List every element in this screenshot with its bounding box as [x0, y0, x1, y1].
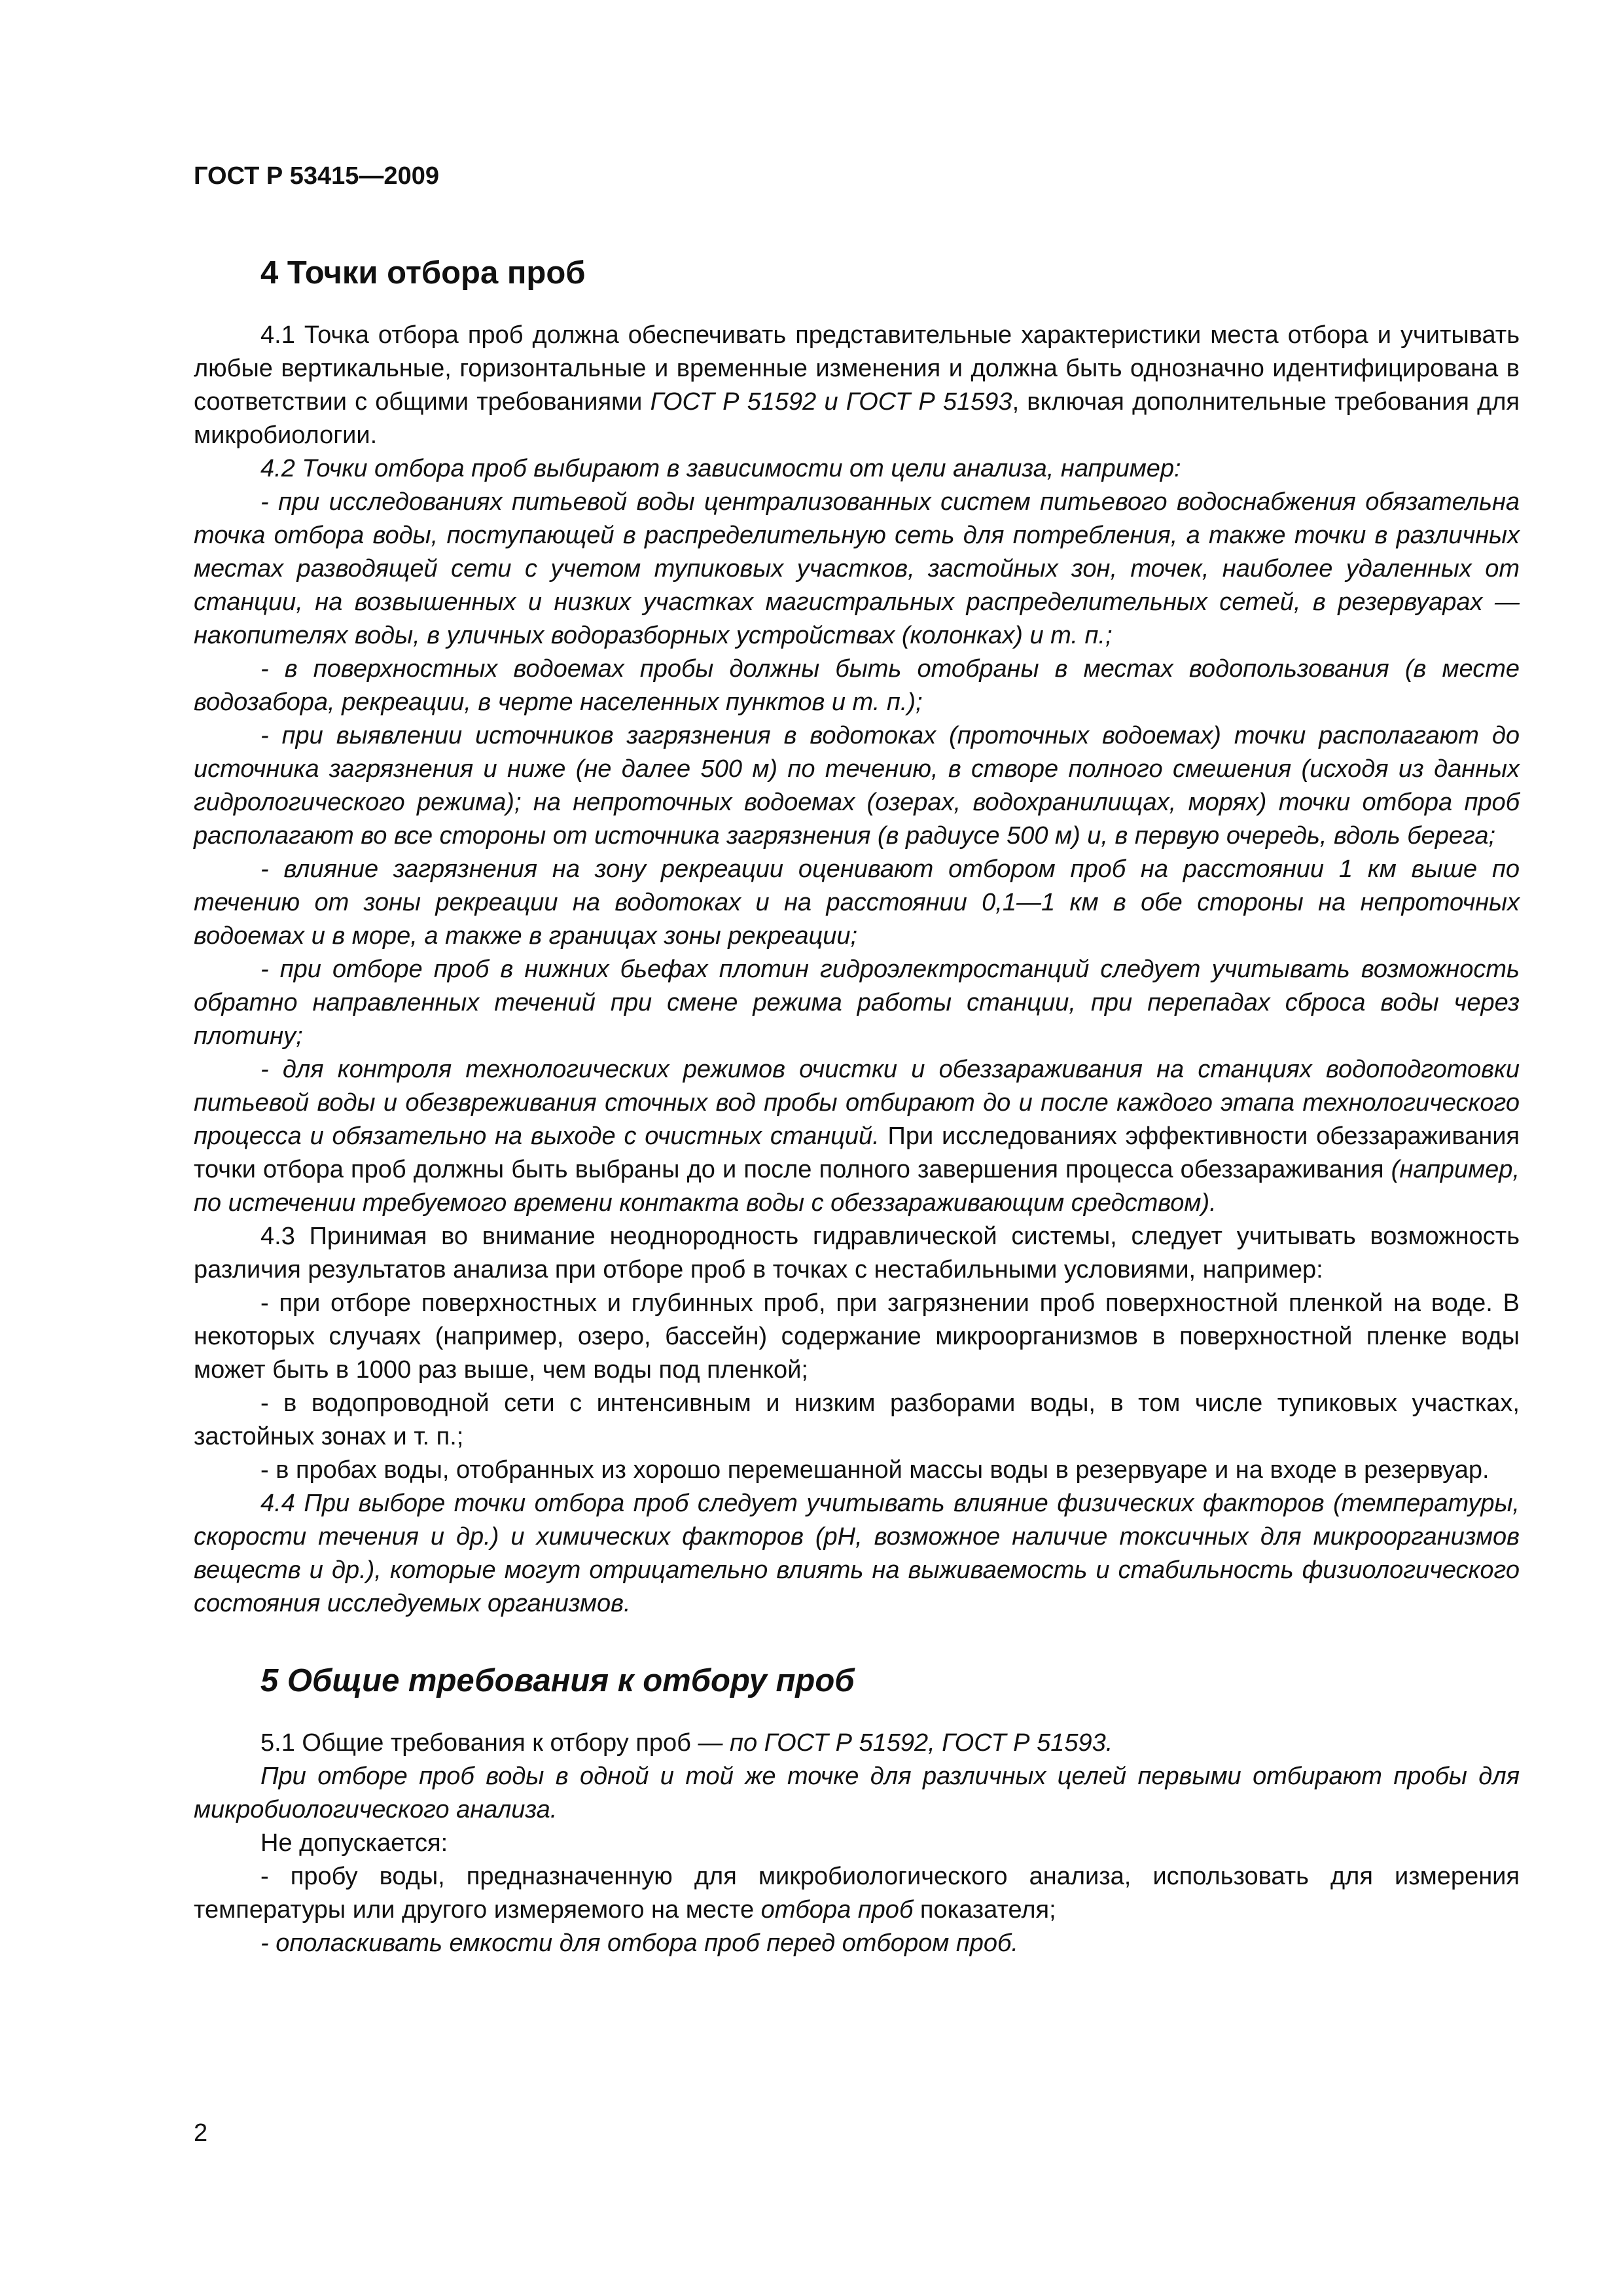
list-item: - при отборе проб в нижних бьефах плотин гидроэлектростанций следует учитывать возможность обратно направленных течений при смене режима работы станции, при перепадах сброса воды через плотину;	[194, 956, 1520, 1050]
paragraph-4-1: 4.1 Точка отбора проб должна обеспечивать представительные характеристики места отбора и учитывать любые вертикальные, горизонтальные и временные изменения и должна быть однозначно идентифицирована в соответствии с общими требованиями ГОСТ Р 51592 и ГОСТ Р 51593, включая дополнительные требования для микробиологии.	[194, 321, 1520, 449]
list-item: - влияние загрязнения на зону рекреации оценивают отбором проб на расстоянии 1 км выше по течению от зоны рекреации на водотоках и на расстоянии 0,1—1 км в обе стороны на непроточных водоемах и в море, а также в границах зоны рекреации;	[194, 855, 1520, 950]
list-item: - в поверхностных водоемах пробы должны быть отобраны в местах водопользования (в месте водозабора, рекреации, в черте населенных пунктов и т. п.);	[194, 655, 1520, 716]
paragraph-4-3: 4.3 Принимая во внимание неоднородность гидравлической системы, следует учитывать возможность различия результатов анализа при отборе проб в точках с нестабильными условиями, например:	[194, 1223, 1520, 1283]
standard-reference: ГОСТ Р 51592 и ГОСТ Р 51593	[650, 388, 1012, 416]
paragraph-5-1: 5.1 Общие требования к отбору проб — по ГОСТ Р 51592, ГОСТ Р 51593.	[260, 1729, 1113, 1757]
section-4-body	[194, 319, 1520, 1621]
list-item: - ополаскивать емкости для отбора проб перед отбором проб.	[260, 1929, 1018, 1957]
standard-designation: ГОСТ Р 53415—2009	[194, 162, 439, 190]
section-5-body	[194, 1727, 1520, 1960]
list-item: - для контроля технологических режимов очистки и обеззараживания на станциях водоподготовки питьевой воды и обезвреживания сточных вод пробы отбирают до и после каждого этапа технологического процесса и обязательно на выходе с очистных станций. При исследованиях эффективности обеззараживания точки отбора проб должны быть выбраны до и после полного завершения процесса обеззараживания (например, по истечении требуемого времени контакта воды с обеззараживающим средством).	[194, 1056, 1520, 1217]
page-number: 2	[194, 2119, 208, 2147]
section-5-heading: 5 Общие требования к отбору проб	[260, 1663, 855, 1698]
paragraph: При отборе проб воды в одной и той же точке для различных целей первыми отбирают пробы для микробиологического анализа.	[194, 1763, 1520, 1823]
paragraph-4-4: 4.4 При выборе точки отбора проб следует учитывать влияние физических факторов (температуры, скорости течения и др.) и химических факторов (pH, возможное наличие токсичных для микроорганизмов веществ и др.), которые могут отрицательно влиять на выживаемость и стабильность физиологического состояния исследуемых организмов.	[194, 1490, 1520, 1617]
list-item: - в водопроводной сети с интенсивным и низким разборами воды, в том числе тупиковых участках, застойных зонах и т. п.;	[194, 1390, 1520, 1450]
list-item: - при выявлении источников загрязнения в водотоках (проточных водоемах) точки располагают до источника загрязнения и ниже (не далее 500 м) по течению, в створе полного смешения (исходя из данных гидрологического режима); на непроточных водоемах (озерах, водохранилищах, морях) точки отбора проб располагают во все стороны от источника загрязнения (в радиусе 500 м) и, в первую очередь, вдоль берега;	[194, 722, 1520, 850]
list-item: - при отборе поверхностных и глубинных проб, при загрязнении проб поверхностной пленкой на воде. В некоторых случаях (например, озеро, бассейн) содержание микроорганизмов в поверхностной пленке воды может быть в 1000 раз выше, чем воды под пленкой;	[194, 1289, 1520, 1384]
section-4-heading: 4 Точки отбора проб	[260, 255, 586, 291]
list-item: - при исследованиях питьевой воды централизованных систем питьевого водоснабжения обязательна точка отбора воды, поступающей в распределительную сеть для потребления, а также точки в различных местах разводящей сети с учетом тупиковых участков, застойных зон, точек, наиболее удаленных от станции, на возвышенных и низких участках магистральных распределительных сетей, в резервуарах — накопителях воды, в уличных водоразборных устройствах (колонках) и т. п.;	[194, 488, 1520, 649]
paragraph: Не допускается:	[260, 1829, 448, 1857]
list-item: - пробу воды, предназначенную для микробиологического анализа, использовать для измерения температуры или другого измеряемого на месте отбора проб показателя;	[194, 1863, 1520, 1924]
paragraph-4-2: 4.2 Точки отбора проб выбирают в зависимости от цели анализа, например:	[260, 455, 1181, 482]
list-item: - в пробах воды, отобранных из хорошо перемешанной массы воды в резервуаре и на входе в резервуар.	[260, 1456, 1489, 1484]
